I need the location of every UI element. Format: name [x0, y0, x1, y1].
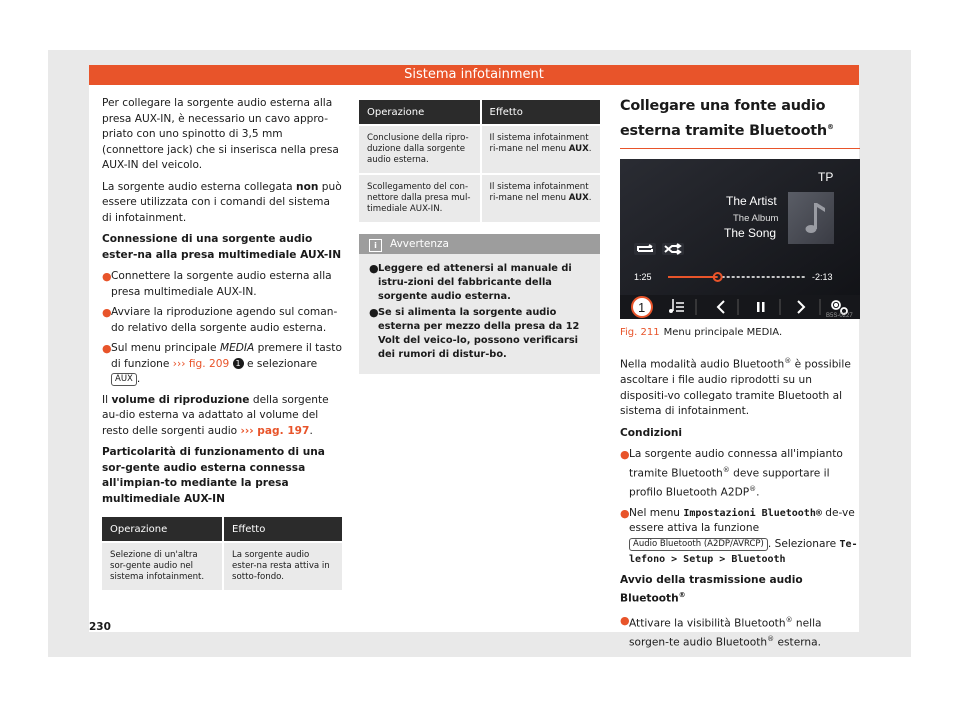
table-header: Effetto [480, 100, 601, 124]
track-artist: The Artist [726, 193, 777, 208]
table-header: Operazione [102, 517, 222, 541]
left-column [102, 96, 342, 590]
list-item: ● La sorgente audio connessa all'impianto tramite Bluetooth® deve supportare il profilo Bluetooth A2DP®. [620, 448, 843, 499]
bullet-icon: ● [369, 262, 379, 275]
callout-number: 1 [233, 358, 244, 369]
media-screen-figure [620, 159, 860, 319]
list-item: ● Avviare la riproduzione agendo sul coman-do relativo della sorgente audio esterna. [102, 306, 338, 334]
figure-code: B5S-0227 [826, 312, 853, 319]
album-art [788, 192, 834, 244]
list-item: ● Se si alimenta la sorgente audio esterna per mezzo della presa da 12 Volt del veico-lo, possono verificarsi dei rumori di distur-bo. [369, 306, 580, 360]
list-item: ● Attivare la visibilità Bluetooth® nella sorgen-te audio Bluetooth® esterna. [620, 614, 822, 649]
time-elapsed: 1:25 [634, 271, 652, 282]
bullet-icon: ● [620, 506, 630, 520]
section-title: Collegare una fonte audio esterna tramite Bluetooth® [620, 96, 860, 149]
track-title: The Song [724, 225, 777, 240]
warning-body [359, 254, 600, 374]
table-row [359, 173, 600, 222]
table-cell: La sorgente audio ester-na resta attiva in sotto-fondo. [222, 541, 342, 590]
bullet-icon: ● [102, 306, 112, 319]
list-item: ● Sul menu principale MEDIA premere il tasto di funzione ››› fig. 209 1 e selezionare AUX . [102, 342, 342, 385]
page-number: 230 [89, 621, 111, 633]
tp-label: TP [818, 169, 834, 184]
time-remaining: -2:13 [812, 271, 833, 282]
table-cell: Conclusione della ripro-duzione dalla sorgente audio esterna. [359, 124, 480, 173]
bullet-icon: ● [102, 342, 112, 355]
table-cell: Scollegamento del con-nettore dalla presa mul-timediale AUX-IN. [359, 173, 480, 222]
paragraph: Il volume di riproduzione della sorgente au-dio esterna va adattato al volume del resto delle sorgenti audio ››› pag. 197. [102, 393, 329, 437]
bluetooth-audio-key: Audio Bluetooth (A2DP/AVRCP) [629, 538, 768, 551]
subheading: Connessione di una sorgente audio ester-na alla presa multimediale AUX-IN [102, 233, 342, 261]
table-header: Effetto [222, 517, 342, 541]
table-cell: Selezione di un'altra sor-gente audio nel sistema infotainment. [102, 541, 222, 590]
paragraph: Per collegare la sorgente audio esterna alla presa AUX-IN, è necessario un cavo appro-priato con uno spinotto di 3,5 mm (connettore jack) che si inserisca nella presa AUX-IN del veicolo. [102, 97, 339, 171]
table-row [102, 541, 342, 590]
bullet-icon: ● [369, 306, 379, 319]
figure-link[interactable]: ››› fig. 209 [172, 357, 230, 370]
bullet-icon: ● [620, 614, 630, 628]
table-row [359, 124, 600, 173]
right-column [620, 96, 860, 656]
section-header: Sistema infotainment [89, 65, 859, 85]
subheading: Condizioni [620, 426, 683, 439]
info-icon: i [369, 239, 382, 252]
list-item: ● Leggere ed attenersi al manuale di istru-zioni del fabbricante della sorgente audio esterna. [369, 262, 572, 302]
callout-number: 1 [638, 299, 646, 315]
subheading: Particolarità di funzionamento di una sor-gente audio esterna connessa all'impian-to mediante la presa multimediale AUX-IN [102, 446, 325, 505]
table-header: Operazione [359, 100, 480, 124]
bullet-icon: ● [620, 448, 630, 462]
middle-column [359, 100, 600, 374]
shuffle-icon[interactable] [662, 243, 684, 255]
operation-table [359, 100, 600, 222]
warning-header: i Avvertenza [359, 234, 600, 254]
track-album: The Album [733, 212, 779, 224]
table-cell: Il sistema infotainment ri-mane nel menu AUX. [480, 173, 601, 222]
aux-key: AUX [111, 373, 137, 386]
bullet-icon: ● [102, 270, 112, 283]
repeat-icon[interactable] [634, 243, 656, 255]
warning-box [359, 234, 600, 374]
operation-table [102, 517, 342, 590]
list-item: ● Connettere la sorgente audio esterna alla presa multimediale AUX-IN. [102, 270, 332, 298]
paragraph: La sorgente audio esterna collegata non può essere utilizzata con i comandi del sistema di infotainment. [102, 180, 342, 224]
media-screen-illustration [620, 159, 860, 319]
figure-caption: Fig. 211 Menu principale MEDIA. [620, 326, 783, 338]
paragraph: Nella modalità audio Bluetooth® è possibile ascoltare i file audio riprodotti su un dispositi-vo collegato tramite Bluetooth al sistema di infotainment. [620, 357, 851, 418]
page-link[interactable]: ››› pag. 197 [240, 424, 310, 437]
table-cell: Il sistema infotainment ri-mane nel menu AUX. [480, 124, 601, 173]
subheading: Avvio della trasmissione audio Bluetooth® [620, 573, 803, 605]
list-item: ● Nel menu Impostazioni Bluetooth® de-ve essere attiva la funzione Audio Bluetooth (A2DP/AVRCP) . Selezionare Te-lefono > Setup > Bluetooth [620, 506, 858, 566]
